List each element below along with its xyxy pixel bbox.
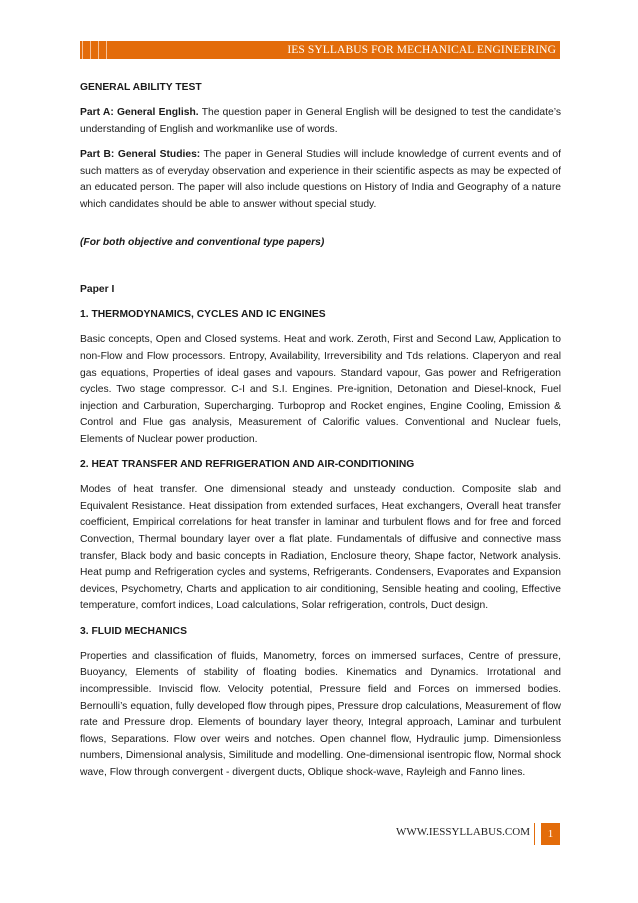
section-text-fluid-mechanics: Properties and classification of fluids, Manometry, forces on immersed surfaces, Centre of pressure, Buoyancy, Elements of stability of floating bodies. Kinematics and Dynamics. Irrotational and incompressible. Inviscid flow. Velocity potential, Pressure field and Forces on immersed bodies. Bernoulli’s equation, fully developed flow through pipes, Pressure drop calculations, Measurement of flow rate and Pressure drop. Elements of boundary layer theory, Integral approach, Laminar and turbulent flows, Separations. Flow over weirs and notches. Open channel flow, Hydraulic jump. Dimensionless numbers, Dimensional analysis, Similitude and modelling. One-dimensional isentropic flow, Normal shock wave, Flow through convergent - divergent ducts, Oblique shock-wave, Rayleigh and Fanno lines. xyxy=(80,650,561,778)
part-a-text: The question paper in General English will be designed to test the candidate’s understanding of English and workmanlike use of words. xyxy=(80,107,561,135)
header-title: IES SYLLABUS FOR MECHANICAL ENGINEERING xyxy=(287,44,556,56)
section-text-thermodynamics: Basic concepts, Open and Closed systems. Heat and work. Zeroth, First and Second Law, Application to non-Flow and Flow processors. Entropy, Availability, Irreversibility and Tds relations. Claperyon and real gas equations, Properties of ideal gases and vapours. Standard vapour, Gas power and Refrigeration cycles. Two stage compressor. C-I and S.I. Engines. Pre-ignition, Detonation and Diesel-knock, Fuel injection and Carburation, Supercharging. Turboprop and Rocket engines, Engine Cooling, Emission & Control and Flue gas analysis, Measurement of Calorific values. Conventional and Nuclear fuels, Elements of Nuclear power production. xyxy=(80,334,561,445)
section-heading-heat-transfer: 2. HEAT TRANSFER AND REFRIGERATION AND AIR-CONDITIONING xyxy=(80,459,415,471)
part-a-label: Part A: General English. xyxy=(80,107,199,119)
page-number: 1 xyxy=(541,823,560,845)
part-b-paragraph xyxy=(80,147,561,213)
footer-url-link[interactable]: WWW.IESSYLLABUS.COM xyxy=(395,826,530,838)
general-ability-title: GENERAL ABILITY TEST xyxy=(80,82,202,93)
section-text-heat-transfer: Modes of heat transfer. One dimensional steady and unsteady conduction. Composite slab and Equivalent Resistance. Heat dissipation from extended surfaces, Heat exchangers, Overall heat transfer coefficient, Empirical correlations for heat transfer in laminar and turbulent flows and for free and forced Convection, Thermal boundary layer over a flat plate. Fundamentals of diffusive and connective mass transfer, Black body and basic concepts in Radiation, Enclosure theory, Shape factor, Network analysis. Heat pump and Refrigeration cycles and systems, Refrigerants. Condensers, Evaporates and Expansion devices, Psychometry, Charts and application to air conditioning, Sensible heating and cooling, Effective temperature, comfort indices, Load calculations, Solar refrigeration, controls, Duct design. xyxy=(80,484,561,612)
part-a-paragraph xyxy=(80,105,561,138)
paper-title: Paper I xyxy=(80,283,115,295)
header-bar xyxy=(80,41,560,59)
header-stripes xyxy=(82,41,114,59)
footer-divider xyxy=(534,823,535,845)
section-heading-thermodynamics: 1. THERMODYNAMICS, CYCLES AND IC ENGINES xyxy=(80,309,326,321)
paper-type-note: (For both objective and conventional type papers) xyxy=(80,237,325,249)
part-b-text: The paper in General Studies will include knowledge of current events and of such matters as of everyday observation and experience in their scientific aspects as may be expected of an educated person. The paper will also include questions on History of India and Geography of a nature which candidates should be able to answer without special study. xyxy=(80,148,561,210)
part-b-label: Part B: General Studies: xyxy=(80,148,201,160)
section-heading-fluid-mechanics: 3. FLUID MECHANICS xyxy=(80,625,187,637)
footer xyxy=(360,823,560,845)
page-content xyxy=(80,80,561,790)
